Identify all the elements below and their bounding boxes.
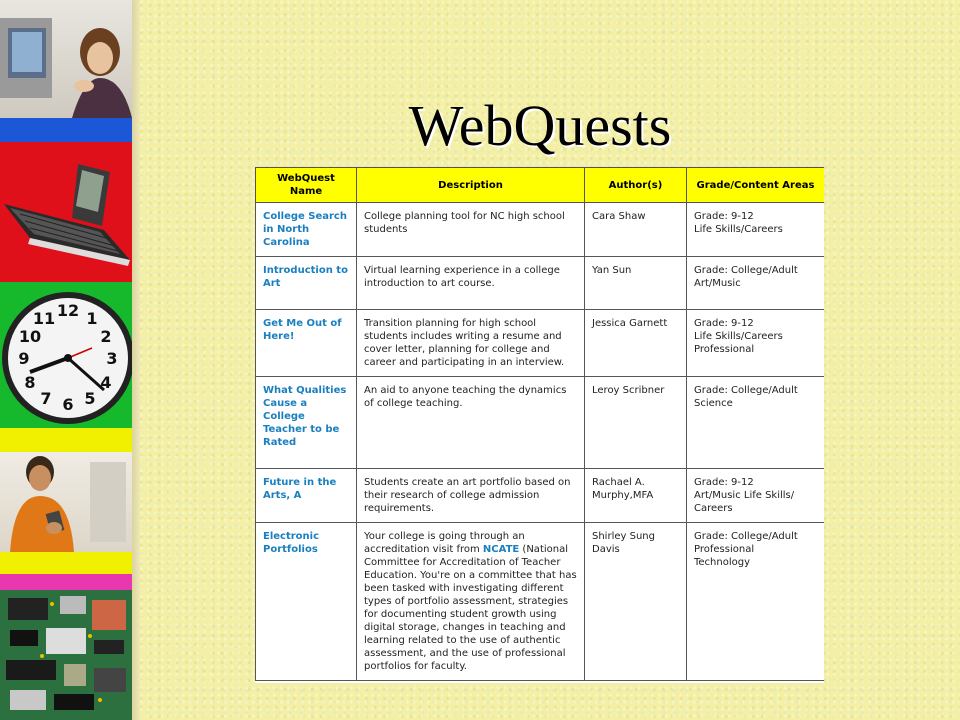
slide-title: WebQuests <box>408 93 672 158</box>
author-cell: Jessica Garnett <box>585 310 687 377</box>
header-authors: Author(s) <box>585 168 687 203</box>
description-cell: Students create an art portfolio based on their research of college admission requirements. <box>357 469 585 523</box>
author-cell: Cara Shaw <box>585 203 687 257</box>
table-row <box>256 203 825 257</box>
strip-shadow <box>132 0 140 720</box>
grade-cell: Grade: 9-12 Life Skills/Careers Professional <box>687 310 825 377</box>
svg-text:5: 5 <box>84 389 96 408</box>
author-cell: Leroy Scribner <box>585 377 687 469</box>
grade-cell: Grade: College/Adult Professional Technology <box>687 523 825 681</box>
header-description: Description <box>357 168 585 203</box>
description-cell: College planning tool for NC high school students <box>357 203 585 257</box>
svg-text:2: 2 <box>100 327 112 346</box>
ncate-link[interactable]: NCATE <box>482 544 520 555</box>
svg-text:11: 11 <box>32 309 56 328</box>
wall-clock-photo <box>0 286 132 426</box>
description-cell: Transition planning for high school students includes writing a resume and cover letter, planning for college and career and participating in an interview. <box>357 310 585 377</box>
svg-text:12: 12 <box>56 301 80 320</box>
circuit-board-photo <box>0 590 132 720</box>
description-text: (National Committee for Accreditation of Teacher Education. You're on a committee that has been tasked with investigating different types of portfolio assessment, strategies for documenting student growth using digital storage, changes in teaching and learning related to the use of authentic assessment, and the use of professional portfolios for faculty. <box>364 544 577 672</box>
grade-cell: Grade: College/Adult Science <box>687 377 825 469</box>
man-with-pda-photo <box>0 452 132 552</box>
webquest-link[interactable]: Electronic Portfolios <box>256 523 357 681</box>
grade-cell: Grade: College/Adult Art/Music <box>687 257 825 310</box>
table-row <box>256 523 825 681</box>
description-cell: An aid to anyone teaching the dynamics of college teaching. <box>357 377 585 469</box>
table-row <box>256 310 825 377</box>
webquest-link[interactable]: What Qualities Cause a College Teacher to be Rated <box>256 377 357 469</box>
description-text: Your college is going through an accreditation visit from <box>364 531 525 555</box>
svg-text:7: 7 <box>40 389 52 408</box>
svg-text:3: 3 <box>106 349 118 368</box>
handheld-keyboard-photo <box>0 142 132 268</box>
svg-text:1: 1 <box>86 309 98 328</box>
left-image-strip <box>0 0 140 720</box>
svg-text:9: 9 <box>18 349 30 368</box>
author-cell: Yan Sun <box>585 257 687 310</box>
description-cell: Virtual learning experience in a college introduction to art course. <box>357 257 585 310</box>
grade-cell: Grade: 9-12 Life Skills/Careers <box>687 203 825 257</box>
webquest-link[interactable]: Future in the Arts, A <box>256 469 357 523</box>
webquest-link[interactable]: Get Me Out of Here! <box>256 310 357 377</box>
header-grade-content: Grade/Content Areas <box>687 168 825 203</box>
webquest-table <box>255 167 824 681</box>
webquest-link[interactable]: Introduction to Art <box>256 257 357 310</box>
header-webquest-name: WebQuest Name <box>256 168 357 203</box>
webquest-link[interactable]: College Search in North Carolina <box>256 203 357 257</box>
woman-at-computer-photo <box>0 0 132 118</box>
description-cell <box>357 523 585 681</box>
table-row <box>256 377 825 469</box>
grade-cell: Grade: 9-12 Art/Music Life Skills/ Careers <box>687 469 825 523</box>
table-row <box>256 257 825 310</box>
svg-text:4: 4 <box>100 373 112 392</box>
webquest-table-container <box>255 167 824 683</box>
author-cell: Rachael A. Murphy,MFA <box>585 469 687 523</box>
table-row <box>256 469 825 523</box>
author-cell: Shirley Sung Davis <box>585 523 687 681</box>
svg-text:6: 6 <box>62 395 74 414</box>
table-header-row <box>256 168 825 203</box>
svg-text:8: 8 <box>24 373 36 392</box>
svg-text:10: 10 <box>18 327 42 346</box>
